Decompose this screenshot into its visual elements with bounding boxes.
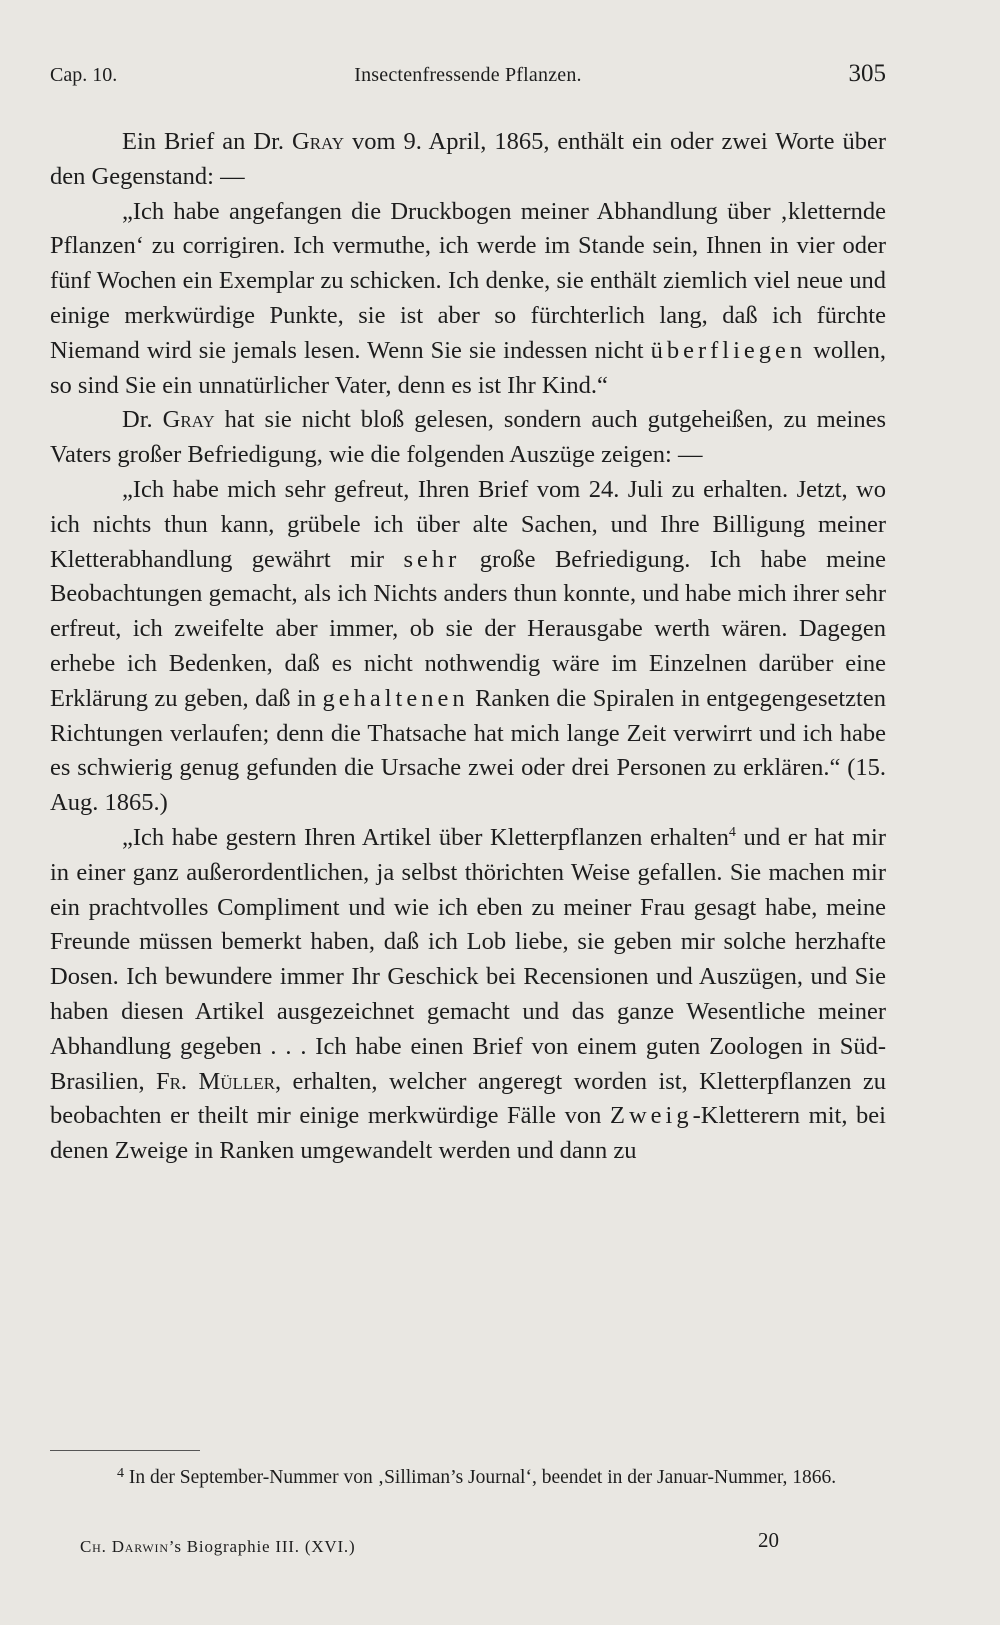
- paragraph-4: [50, 473, 886, 821]
- running-head: [50, 60, 886, 100]
- sheet-number: 20: [758, 1528, 779, 1552]
- signature-author: Darwin: [111, 1537, 169, 1556]
- paragraph-5: [50, 821, 886, 1169]
- text-run: -Kletterern mit, bei denen Zweige in Ranken umgewandelt werden und dann zu: [50, 1102, 886, 1165]
- paragraph-2: [50, 195, 886, 404]
- person-name: Gray: [162, 406, 215, 434]
- emphasis-spaced: Zweig: [610, 1102, 693, 1130]
- footnote-divider: [50, 1450, 200, 1451]
- text-run: Ein Brief an Dr.: [122, 128, 292, 155]
- emphasis-spaced: überfliegen: [650, 336, 807, 364]
- body-text: [50, 125, 886, 1169]
- text-run: „Ich habe gestern Ihren Artikel über Kletterpflanzen erhalten: [122, 823, 729, 851]
- text-run: Ranken die Spiralen in entgegengesetzten Richtungen verlaufen; denn die Thatsache hat mich lange Zeit verwirrt und ich habe es schwierig genug gefunden die Ursache zwei oder drei Personen zu erklären.“ (15. Aug. 1865.): [50, 684, 886, 817]
- paragraph-1: [50, 125, 886, 195]
- page-number: 305: [848, 60, 886, 87]
- footnote-paragraph: [50, 1464, 886, 1492]
- paragraph-3: [50, 403, 886, 473]
- text-run: und er hat mir in einer ganz außerordentlichen, ja selbst thörichten Weise gefallen. Sie machen mir ein prachtvolles Compliment und wie ich eben zu meiner Frau gesagt habe, meine Freunde müssen bemerkt haben, daß ich Lob liebe, sie geben mir solche herzhafte Dosen. Ich bewundere immer Ihr Geschick bei Recensionen und Auszügen, und Sie haben diesen Artikel ausgezeichnet gemacht und das ganze Wesentliche meiner Abhandlung gegeben . . . Ich habe einen Brief von einem guten Zoologen in Süd-Brasilien,: [50, 823, 886, 1095]
- signature-ch: Ch.: [80, 1537, 107, 1556]
- text-run: „Ich habe angefangen die Druckbogen meiner Abhandlung über ‚kletternde Pflanzen‘ zu corrigiren. Ich vermuthe, ich werde im Stande sein, Ihnen in vier oder fünf Wochen ein Exemplar zu schicken. Ich denke, sie enthält ziemlich viel neue und einige merkwürdige Punkte, sie ist aber so fürchterlich lang, daß ich fürchte Niemand wird sie jemals lesen. Wenn Sie sie indessen nicht: [50, 197, 886, 364]
- running-title: Insectenfressende Pflanzen.: [354, 64, 582, 86]
- text-run: Dr.: [122, 406, 163, 434]
- text-run: , erhalten, welcher angeregt worden ist, Kletterpflanzen zu beobachten er theilt mir einige merkwürdige Fälle von: [50, 1067, 886, 1130]
- person-name: Fr. Müller: [155, 1067, 276, 1095]
- text-run: vom 9. April, 1865, enthält ein oder zwei Worte über den Gegenstand: —: [50, 128, 886, 190]
- footnote: [50, 1464, 886, 1492]
- emphasis-spaced: gehaltenen: [322, 684, 469, 712]
- text-run: „Ich habe mich sehr gefreut, Ihren Brief vom 24. Juli zu erhalten. Jetzt, wo ich nichts thun kann, grübele ich über alte Sachen, und Ihre Billigung meiner Kletterabhandlung gewährt mir: [50, 475, 886, 573]
- text-run: große Befriedigung. Ich habe meine Beobachtungen gemacht, als ich Nichts anders thun konnte, und habe mich ihrer sehr erfreut, ich zweifelte aber immer, ob sie der Herausgabe werth wären. Dagegen erhebe ich Bedenken, daß es nicht nothwendig wäre im Einzelnen darüber eine Erklärung zu geben, daß in: [50, 545, 886, 712]
- chapter-label: Cap. 10.: [50, 64, 118, 86]
- footnote-reference: 4: [728, 824, 736, 840]
- text-run: hat sie nicht bloß gelesen, sondern auch gutgeheißen, zu meines Vaters großer Befriedigung, wie die folgenden Auszüge zeigen: —: [50, 406, 887, 469]
- signature-line: [80, 1537, 355, 1557]
- person-name: Gray: [292, 128, 345, 155]
- footnote-mark: 4: [117, 1466, 124, 1481]
- emphasis-spaced: sehr: [403, 545, 461, 573]
- signature-rest: ’s Biographie III. (XVI.): [168, 1537, 356, 1556]
- footnote-text: In der September-Nummer von ‚Silliman’s Journal‘, beendet in der Januar-Nummer, 1866.: [124, 1467, 837, 1488]
- text-run: wollen, so sind Sie ein unnatürlicher Vater, denn es ist Ihr Kind.“: [50, 336, 887, 399]
